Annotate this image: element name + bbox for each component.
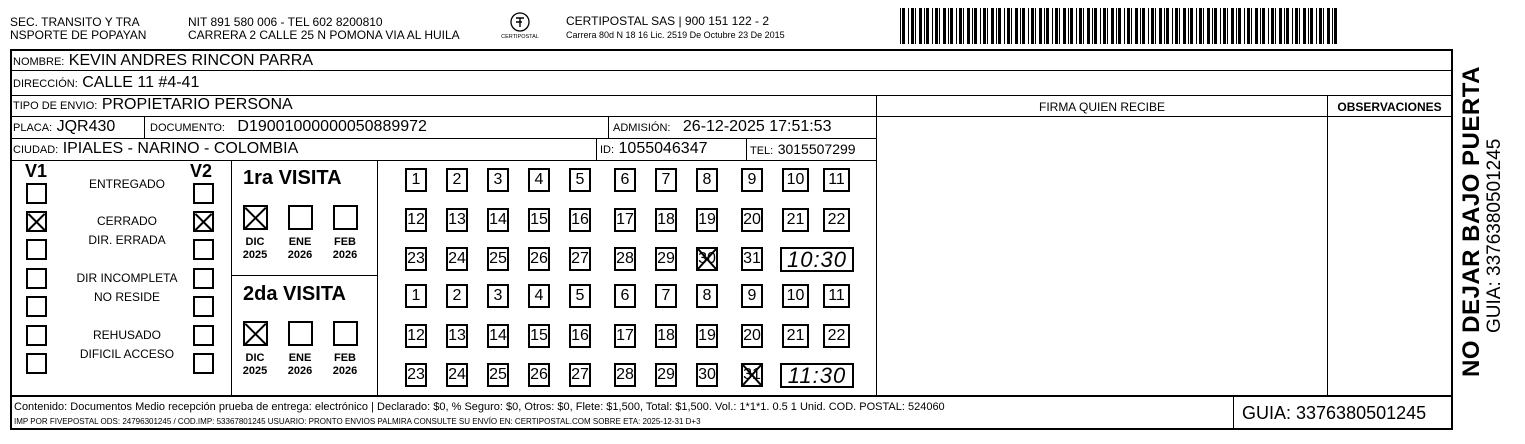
- visit2-day-29[interactable]: [655, 363, 677, 387]
- visit2-day-10[interactable]: [782, 284, 809, 308]
- visit1-day-31[interactable]: [741, 247, 763, 271]
- visit2-day-4[interactable]: [528, 284, 550, 308]
- day-number: 29: [657, 366, 675, 383]
- visit1-day-8[interactable]: [696, 168, 718, 192]
- day-number: 23: [407, 250, 425, 267]
- day-number: 6: [620, 171, 630, 188]
- v1-checkbox-dificil-acceso[interactable]: [26, 353, 47, 374]
- day-number: 8: [702, 287, 712, 304]
- v2-checkbox-entregado[interactable]: [193, 183, 214, 204]
- visit2-day-11[interactable]: [823, 284, 850, 308]
- visit1-day-25[interactable]: [487, 247, 509, 271]
- footer-guia: GUIA: 3376380501245: [1242, 403, 1427, 423]
- visit2-day-15[interactable]: [528, 324, 550, 348]
- day-number: 20: [743, 211, 761, 228]
- v2-checkbox-dificil-acceso[interactable]: [193, 353, 214, 374]
- v2-checkbox-dir-incompleta[interactable]: [193, 268, 214, 289]
- visit2-day-27[interactable]: [569, 363, 591, 387]
- v1-checkbox-dir-errada[interactable]: [26, 239, 47, 260]
- status-label-no-reside: NO RESIDE: [93, 290, 160, 304]
- day-number: 30: [698, 366, 716, 383]
- visit2-day-3[interactable]: [487, 284, 509, 308]
- day-number: 1: [411, 287, 421, 304]
- visit2-day-24[interactable]: [446, 363, 468, 387]
- v2-checkbox-cerrado[interactable]: [193, 211, 214, 232]
- day-number: 12: [407, 211, 425, 228]
- recipient-tel-value: 3015507299: [777, 141, 856, 157]
- visit2-day-23[interactable]: [405, 363, 427, 387]
- visit2-day-7[interactable]: [655, 284, 677, 308]
- day-number: 14: [489, 327, 507, 344]
- visit1-day-17[interactable]: [614, 208, 636, 232]
- day-number: 3: [493, 287, 503, 304]
- guia-vertical: GUIA: 3376380501245: [1484, 138, 1505, 333]
- v2-checkbox-no-reside[interactable]: [193, 296, 214, 317]
- v2-heading: V2: [190, 161, 213, 181]
- month-name: ENE: [288, 236, 312, 248]
- v1-checkbox-no-reside[interactable]: [26, 296, 47, 317]
- sender-nit: NIT 891 580 006 - TEL 602 8200810: [188, 15, 383, 29]
- recipient-address: [13, 74, 199, 93]
- sender-org-line1: SEC. TRANSITO Y TRA: [10, 15, 140, 29]
- visit1-day-21[interactable]: [782, 208, 809, 232]
- day-number: 25: [489, 250, 507, 267]
- visit1-time[interactable]: 10:30: [780, 247, 854, 272]
- day-number: 16: [571, 211, 589, 228]
- day-number: 13: [448, 327, 466, 344]
- visit1-month-checkbox-dic[interactable]: [243, 205, 268, 230]
- visit1-month-label-dic: [238, 236, 272, 262]
- day-number: 4: [534, 171, 544, 188]
- day-number: 22: [827, 211, 846, 228]
- visit1-day-13[interactable]: [446, 208, 468, 232]
- visit1-day-2[interactable]: [446, 168, 468, 192]
- day-number: 2: [452, 287, 462, 304]
- courier-address: Carrera 80d N 18 16 Lic. 2519 De Octubre 23 De 2015: [566, 30, 785, 40]
- visit1-day-10[interactable]: [782, 168, 809, 192]
- plate-value: JQR430: [56, 118, 116, 135]
- status-label-dir-errada: DIR. ERRADA: [88, 233, 166, 247]
- courier-nit: CERTIPOSTAL SAS | 900 151 122 - 2: [566, 14, 769, 28]
- barcode: [900, 8, 1340, 44]
- visit2-day-16[interactable]: [569, 324, 591, 348]
- status-label-dificil-acceso: DIFICIL ACCESO: [79, 347, 175, 361]
- visit1-day-23[interactable]: [405, 247, 427, 271]
- recipient-tel: [750, 140, 856, 160]
- day-number: 30: [698, 250, 716, 267]
- do-not-leave-warning: NO DEJAR BAJO PUERTA: [1458, 66, 1485, 377]
- visit1-day-14[interactable]: [487, 208, 509, 232]
- month-name: ENE: [288, 352, 312, 364]
- visit2-day-13[interactable]: [446, 324, 468, 348]
- day-number: 19: [698, 211, 716, 228]
- day-number: 19: [698, 327, 716, 344]
- day-number: 31: [743, 250, 761, 267]
- day-number: 27: [571, 366, 589, 383]
- visit1-day-19[interactable]: [696, 208, 718, 232]
- shipment-type-label: TIPO DE ENVIO:: [13, 100, 98, 112]
- month-year: 2026: [287, 365, 313, 377]
- visit1-month-label-ene: [283, 236, 317, 262]
- day-number: 21: [786, 327, 805, 344]
- visit1-day-4[interactable]: [528, 168, 550, 192]
- day-number: 9: [747, 171, 757, 188]
- visit2-month-checkbox-ene[interactable]: [288, 321, 313, 346]
- v1-checkbox-cerrado[interactable]: [26, 211, 47, 232]
- day-number: 17: [616, 211, 634, 228]
- observations-heading: OBSERVACIONES: [1337, 100, 1442, 114]
- visit2-day-26[interactable]: [528, 363, 550, 387]
- day-number: 2: [452, 171, 462, 188]
- visit2-day-6[interactable]: [614, 284, 636, 308]
- sender-contact: [188, 16, 460, 42]
- day-number: 26: [530, 250, 548, 267]
- day-number: 20: [743, 327, 761, 344]
- day-number: 9: [747, 287, 757, 304]
- recipient-id-label: ID:: [600, 144, 615, 156]
- visit2-day-5[interactable]: [569, 284, 591, 308]
- month-year: 2026: [332, 249, 358, 261]
- recipient-name-label: NOMBRE:: [13, 56, 65, 68]
- month-year: 2026: [287, 249, 313, 261]
- document: [150, 118, 427, 137]
- visit1-day-30[interactable]: [696, 247, 718, 271]
- visit2-day-28[interactable]: [614, 363, 636, 387]
- month-name: DIC: [245, 236, 265, 248]
- day-number: 3: [493, 171, 503, 188]
- visit1-day-11[interactable]: [823, 168, 850, 192]
- admission-label: ADMISIÓN:: [613, 122, 671, 134]
- certipostal-logo: [496, 11, 544, 45]
- recipient-id: [600, 140, 708, 159]
- visit1-day-3[interactable]: [487, 168, 509, 192]
- visit2-day-8[interactable]: [696, 284, 718, 308]
- sender-address: CARRERA 2 CALLE 25 N POMONA VIA AL HUILA: [188, 28, 460, 42]
- day-number: 27: [571, 250, 589, 267]
- plate-label: PLACA:: [13, 122, 53, 134]
- logo-text: CERTIPOSTAL: [501, 34, 539, 40]
- day-number: 29: [657, 250, 675, 267]
- v2-checkbox-rehusado[interactable]: [193, 325, 214, 346]
- sender-org: [10, 16, 146, 42]
- visit2-month-checkbox-feb[interactable]: [333, 321, 358, 346]
- visit2-day-17[interactable]: [614, 324, 636, 348]
- day-number: 17: [616, 327, 634, 344]
- signature-heading: FIRMA QUIEN RECIBE: [1038, 100, 1166, 114]
- day-number: 21: [786, 211, 805, 228]
- recipient-id-value: 1055046347: [618, 140, 708, 157]
- document-label: DOCUMENTO:: [150, 122, 225, 134]
- visit1-day-6[interactable]: [614, 168, 636, 192]
- day-number: 5: [575, 287, 585, 304]
- status-label-cerrado: CERRADO: [96, 214, 157, 228]
- visit2-day-14[interactable]: [487, 324, 509, 348]
- status-label-rehusado: REHUSADO: [92, 328, 161, 342]
- admission-value: 26-12-2025 17:51:53: [682, 118, 832, 135]
- day-number: 10: [786, 287, 805, 304]
- month-name: DIC: [245, 352, 265, 364]
- day-number: 28: [616, 250, 634, 267]
- month-year: 2025: [242, 365, 268, 377]
- visit1-day-29[interactable]: [655, 247, 677, 271]
- status-label-entregado: ENTREGADO: [88, 177, 165, 191]
- visit1-day-15[interactable]: [528, 208, 550, 232]
- visit2-day-1[interactable]: [405, 284, 427, 308]
- city: [13, 140, 298, 159]
- status-label-dir-incompleta: DIR INCOMPLETA: [76, 271, 178, 285]
- v2-checkbox-dir-errada[interactable]: [193, 239, 214, 260]
- footer-content-line: Contenido: Documentos Medio recepción prueba de entrega: electrónico | Declarado: $0, % Seguro: $0, Otros: $0, Flete: $1,500, Total: $1,500. Vol.: 1*1*1. 0.5 1 Unid. COD. POSTAL: 524060: [14, 401, 945, 413]
- visit1-day-5[interactable]: [569, 168, 591, 192]
- day-number: 24: [448, 366, 466, 383]
- visit2-day-12[interactable]: [405, 324, 427, 348]
- visit1-day-26[interactable]: [528, 247, 550, 271]
- day-number: 18: [657, 211, 675, 228]
- day-number: 28: [616, 366, 634, 383]
- month-year: 2025: [242, 249, 268, 261]
- day-number: 13: [448, 211, 466, 228]
- recipient-name-value: KEVIN ANDRES RINCON PARRA: [68, 52, 313, 69]
- visit1-day-27[interactable]: [569, 247, 591, 271]
- visit1-month-label-feb: [328, 236, 362, 262]
- admission: [613, 118, 831, 137]
- day-number: 23: [407, 366, 425, 383]
- day-number: 31: [743, 366, 761, 383]
- visit2-day-20[interactable]: [741, 324, 763, 348]
- day-number: 8: [702, 171, 712, 188]
- day-number: 11: [828, 171, 845, 188]
- recipient-address-label: DIRECCIÓN:: [13, 78, 78, 90]
- visit1-day-22[interactable]: [823, 208, 850, 232]
- v1-heading: V1: [25, 161, 48, 181]
- visit2-day-22[interactable]: [823, 324, 850, 348]
- month-year: 2026: [332, 365, 358, 377]
- v1-checkbox-dir-incompleta[interactable]: [26, 268, 47, 289]
- recipient-address-value: CALLE 11 #4-41: [82, 74, 200, 91]
- visit2-month-checkbox-dic[interactable]: [243, 321, 268, 346]
- visit2-day-31[interactable]: [741, 363, 763, 387]
- day-number: 6: [620, 287, 630, 304]
- day-number: 12: [407, 327, 425, 344]
- v1-checkbox-entregado[interactable]: [26, 183, 47, 204]
- visit1-day-16[interactable]: [569, 208, 591, 232]
- visit2-day-19[interactable]: [696, 324, 718, 348]
- visit1-day-24[interactable]: [446, 247, 468, 271]
- visit1-title: 1ra VISITA: [243, 167, 342, 189]
- day-number: 7: [661, 287, 671, 304]
- visit2-day-30[interactable]: [696, 363, 718, 387]
- visit2-day-21[interactable]: [782, 324, 809, 348]
- shipment-type: [13, 96, 293, 115]
- day-number: 18: [657, 327, 675, 344]
- plate: [13, 118, 115, 137]
- day-number: 10: [786, 171, 805, 188]
- day-number: 15: [530, 327, 548, 344]
- visit1-month-checkbox-ene[interactable]: [288, 205, 313, 230]
- visit1-month-checkbox-feb[interactable]: [333, 205, 358, 230]
- day-number: 14: [489, 211, 507, 228]
- day-number: 16: [571, 327, 589, 344]
- visit2-month-label-ene: [283, 352, 317, 378]
- visit2-day-2[interactable]: [446, 284, 468, 308]
- visit2-title: 2da VISITA: [243, 283, 346, 305]
- visit1-day-18[interactable]: [655, 208, 677, 232]
- day-number: 25: [489, 366, 507, 383]
- day-number: 26: [530, 366, 548, 383]
- day-number: 5: [575, 171, 585, 188]
- visit2-day-18[interactable]: [655, 324, 677, 348]
- visit1-day-9[interactable]: [741, 168, 763, 192]
- visit2-month-label-dic: [238, 352, 272, 378]
- day-number: 22: [827, 327, 846, 344]
- city-label: CIUDAD:: [13, 144, 59, 156]
- day-number: 4: [534, 287, 544, 304]
- visit1-day-28[interactable]: [614, 247, 636, 271]
- day-number: 24: [448, 250, 466, 267]
- day-number: 7: [661, 171, 671, 188]
- footer-print-line: IMP POR FIVEPOSTAL ODS: 24796301245 / COD.IMP: 53367801245 USUARIO: PRONTO ENVIOS PALMIRA CONSULTE SU ENVÍO EN: CERTIPOSTAL.COM SOBRE ETA: 2025-12-31 D+3: [14, 417, 701, 426]
- v1-checkbox-rehusado[interactable]: [26, 325, 47, 346]
- visit2-month-label-feb: [328, 352, 362, 378]
- sender-org-line2: NSPORTE DE POPAYAN: [10, 28, 147, 42]
- visit1-day-7[interactable]: [655, 168, 677, 192]
- document-value: D19001000000050889972: [237, 118, 427, 135]
- day-number: 11: [828, 287, 845, 304]
- visit1-day-1[interactable]: [405, 168, 427, 192]
- visit2-day-9[interactable]: [741, 284, 763, 308]
- shipment-type-value: PROPIETARIO PERSONA: [101, 96, 293, 113]
- recipient-tel-label: TEL:: [750, 145, 774, 157]
- visit2-time[interactable]: 11:30: [780, 363, 854, 388]
- recipient-name: [13, 52, 313, 71]
- day-number: 1: [411, 171, 421, 188]
- month-name: FEB: [334, 352, 356, 364]
- visit1-day-20[interactable]: [741, 208, 763, 232]
- day-number: 15: [530, 211, 548, 228]
- courier-info: [566, 15, 785, 40]
- visit1-day-12[interactable]: [405, 208, 427, 232]
- month-name: FEB: [334, 236, 356, 248]
- city-value: IPIALES - NARINO - COLOMBIA: [62, 140, 299, 157]
- visit2-day-25[interactable]: [487, 363, 509, 387]
